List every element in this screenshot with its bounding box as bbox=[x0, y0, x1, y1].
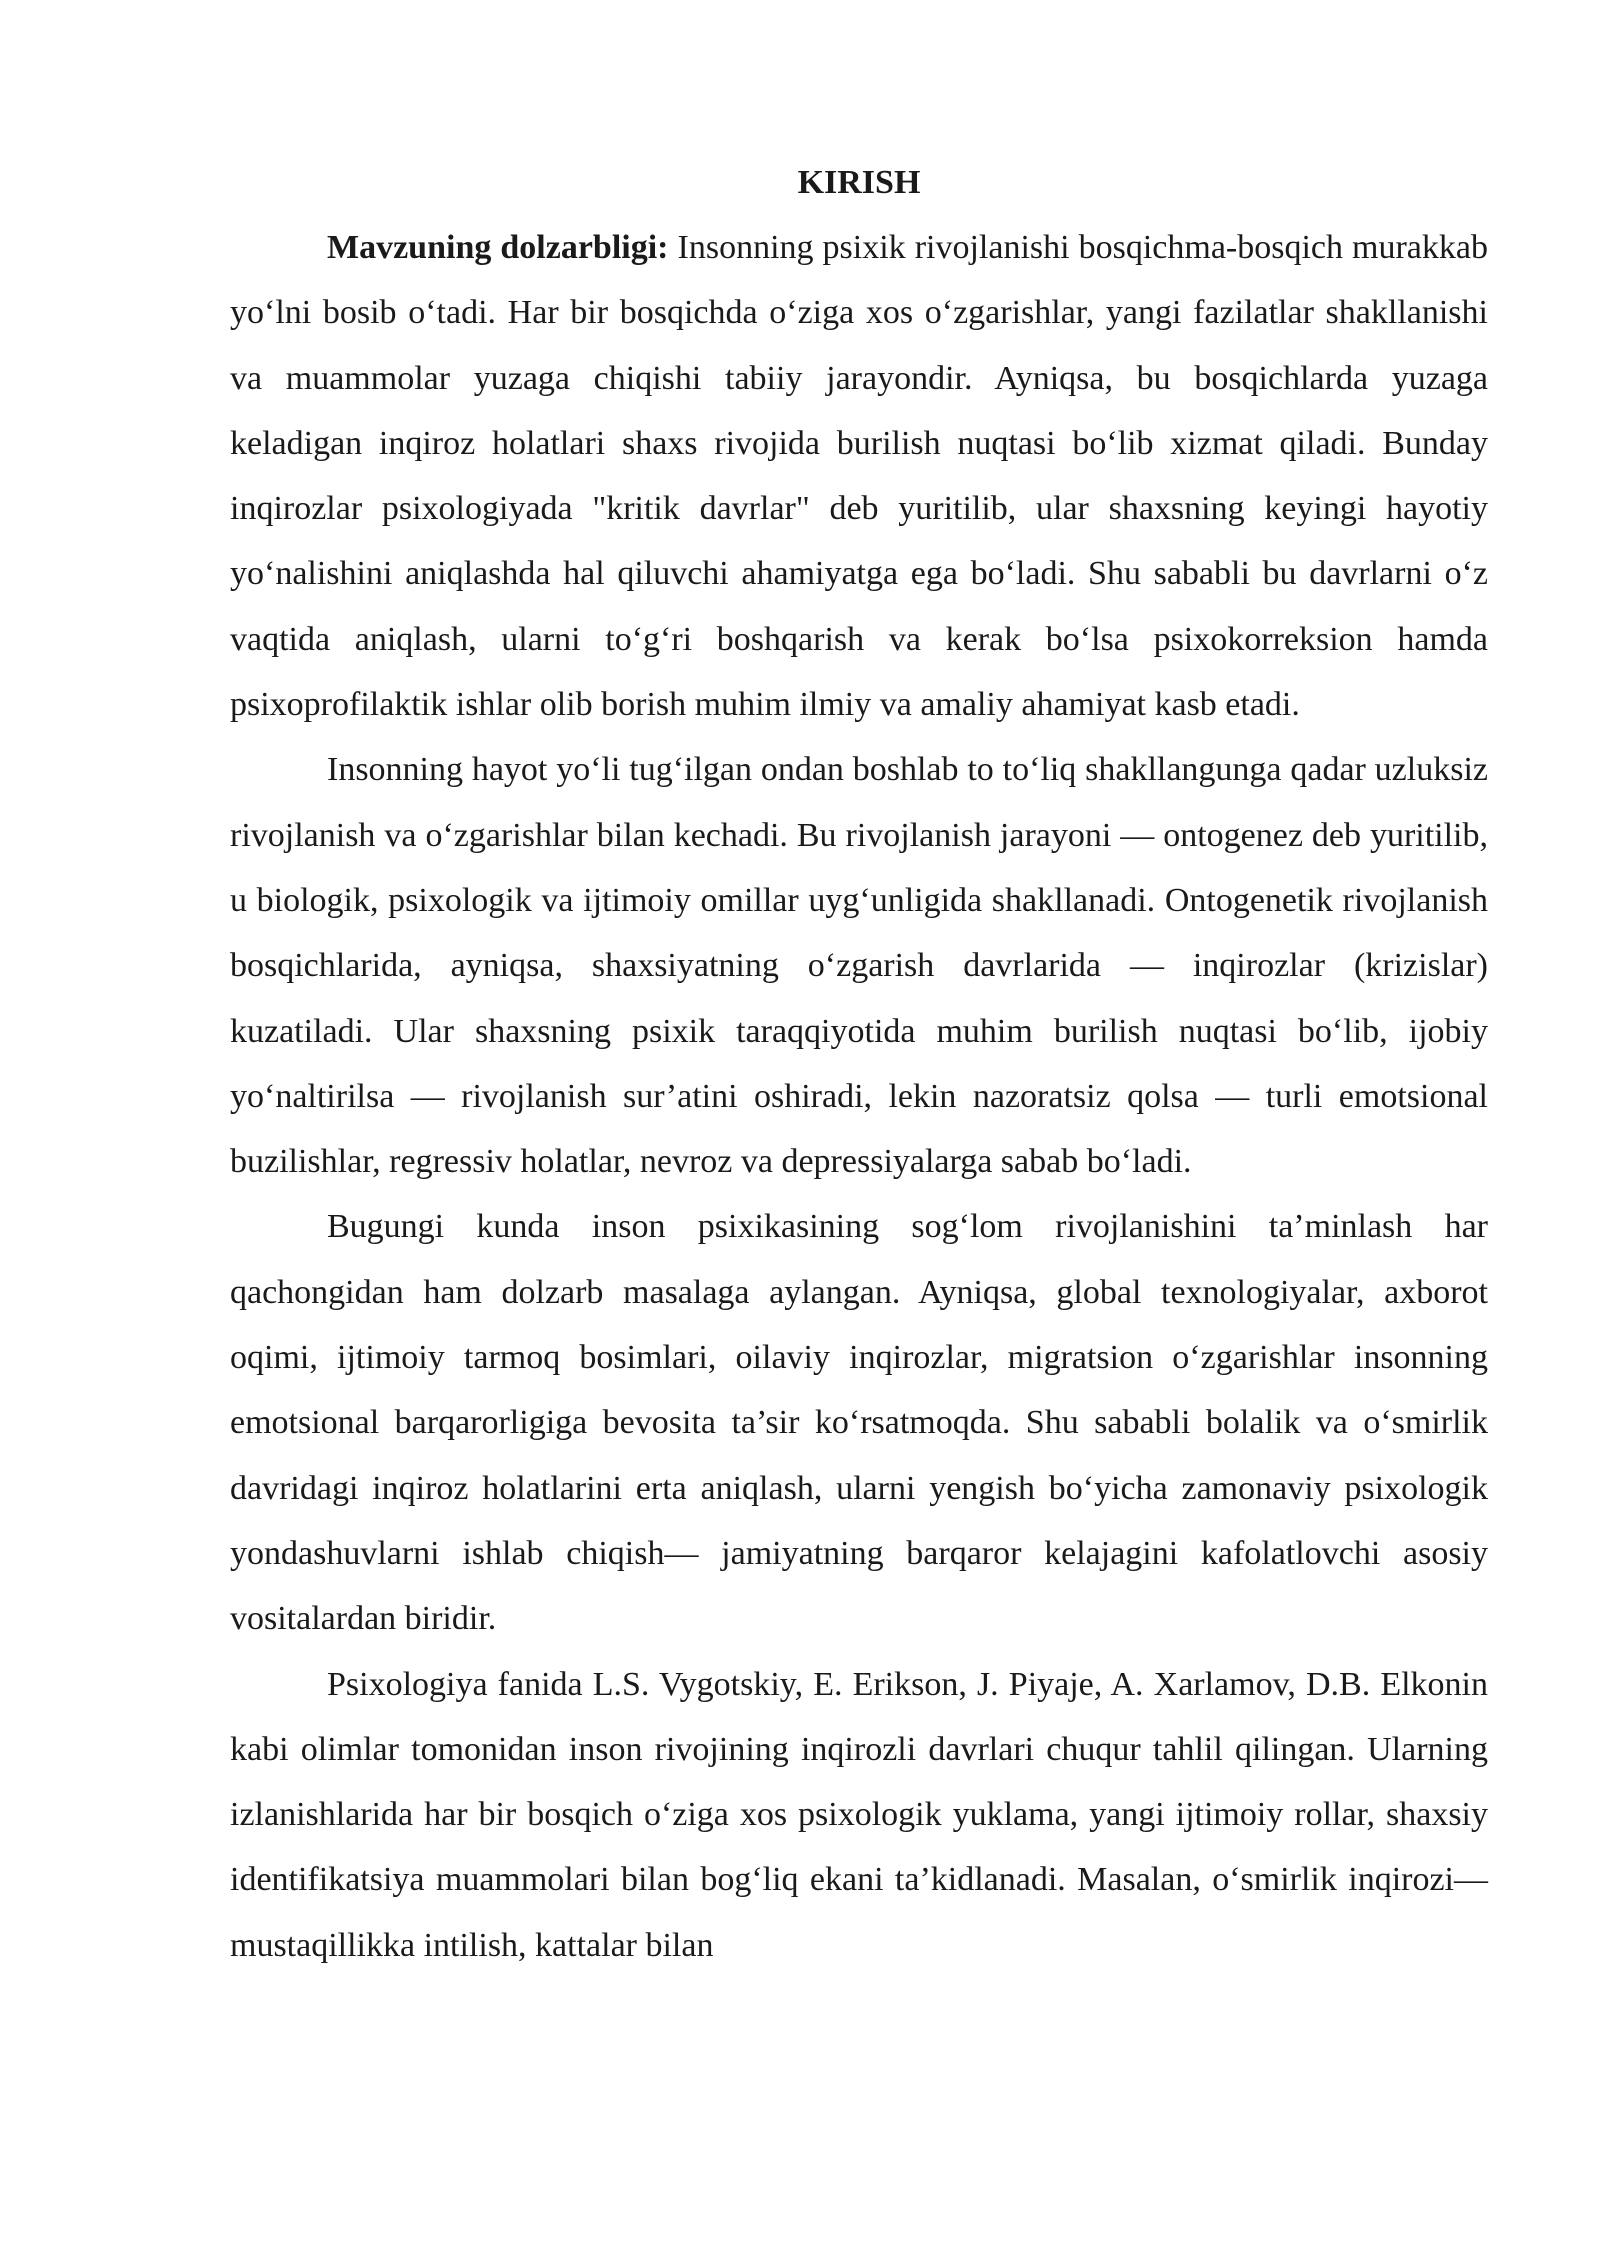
body-paragraph-3: Psixologiya fanida L.S. Vygotskiy, E. Erikson, J. Piyaje, A. Xarlamov, D.B. Elkonin kabi olimlar tomonidan inson rivojining inqirozli davrlari chuqur tahlil qilingan. Ularning izlanishlarida har bir bosqich o‘ziga xos psixologik yuklama, yangi ijtimoiy rollar, shaxsiy identifikatsiya muammolari bilan bog‘liq ekani ta’kidlanadi. Masalan, o‘smirlik inqirozi—mustaqillikka intilish, kattalar bilan bbox=[230, 1665, 1488, 1964]
document-body bbox=[230, 150, 1488, 1978]
intro-paragraph bbox=[230, 215, 1488, 737]
body-paragraph-2: Bugungi kunda inson psixikasining sog‘lom rivojlanishini ta’minlash har qachongidan ham dolzarb masalaga aylangan. Ayniqsa, global texnologiyalar, axborot oqimi, ijtimoiy tarmoq bosimlari, oilaviy inqirozlar, migratsion o‘zgarishlar insonning emotsional barqarorligiga bevosita ta’sir ko‘rsatmoqda. Shu sababli bolalik va o‘smirlik davridagi inqiroz holatlarini erta aniqlash, ularni yengish bo‘yicha zamonaviy psixologik yondashuvlarni ishlab chiqish— jamiyatning barqaror kelajagini kafolatlovchi asosiy vositalardan biridir. bbox=[230, 1208, 1488, 1638]
page-title: KIRISH bbox=[797, 164, 921, 201]
intro-text: Insonning psixik rivojlanishi bosqichma-bosqich murakkab yo‘lni bosib o‘tadi. Har bir bosqichda o‘ziga xos o‘zgarishlar, yangi fazilatlar shakllanishi va muammolar yuzaga chiqishi tabiiy jarayondir. Ayniqsa, bu bosqichlarda yuzaga keladigan inqiroz holatlari shaxs rivojida burilish nuqtasi bo‘lib xizmat qiladi. Bunday inqirozlar psixologiyada "kritik davrlar" deb yuritilib, ular shaxsning keyingi hayotiy yo‘nalishini aniqlashda hal qiluvchi ahamiyatga ega bo‘ladi. Shu sababli bu davrlarni o‘z vaqtida aniqlash, ularni to‘g‘ri boshqarish va kerak bo‘lsa psixokorreksion hamda psixoprofilaktik ishlar olib borish muhim ilmiy va amaliy ahamiyat kasb etadi. bbox=[230, 229, 1488, 724]
body-paragraph-1: Insonning hayot yo‘li tug‘ilgan ondan boshlab to to‘liq shakllangunga qadar uzluksiz rivojlanish va o‘zgarishlar bilan kechadi. Bu rivojlanish jarayoni — ontogenez deb yuritilib, u biologik, psixologik va ijtimoiy omillar uyg‘unligida shakllanadi. Ontogenetik rivojlanish bosqichlarida, ayniqsa, shaxsiyatning o‘zgarish davrlarida — inqirozlar (krizislar) kuzatiladi. Ular shaxsning psixik taraqqiyotida muhim burilish nuqtasi bo‘lib, ijobiy yo‘naltirilsa — rivojlanish sur’atini oshiradi, lekin nazoratsiz qolsa — turli emotsional buzilishlar, regressiv holatlar, nevroz va depressiyalarga sabab bo‘ladi. bbox=[230, 751, 1488, 1181]
intro-lead: Mavzuning dolzarbligi: bbox=[327, 229, 669, 266]
